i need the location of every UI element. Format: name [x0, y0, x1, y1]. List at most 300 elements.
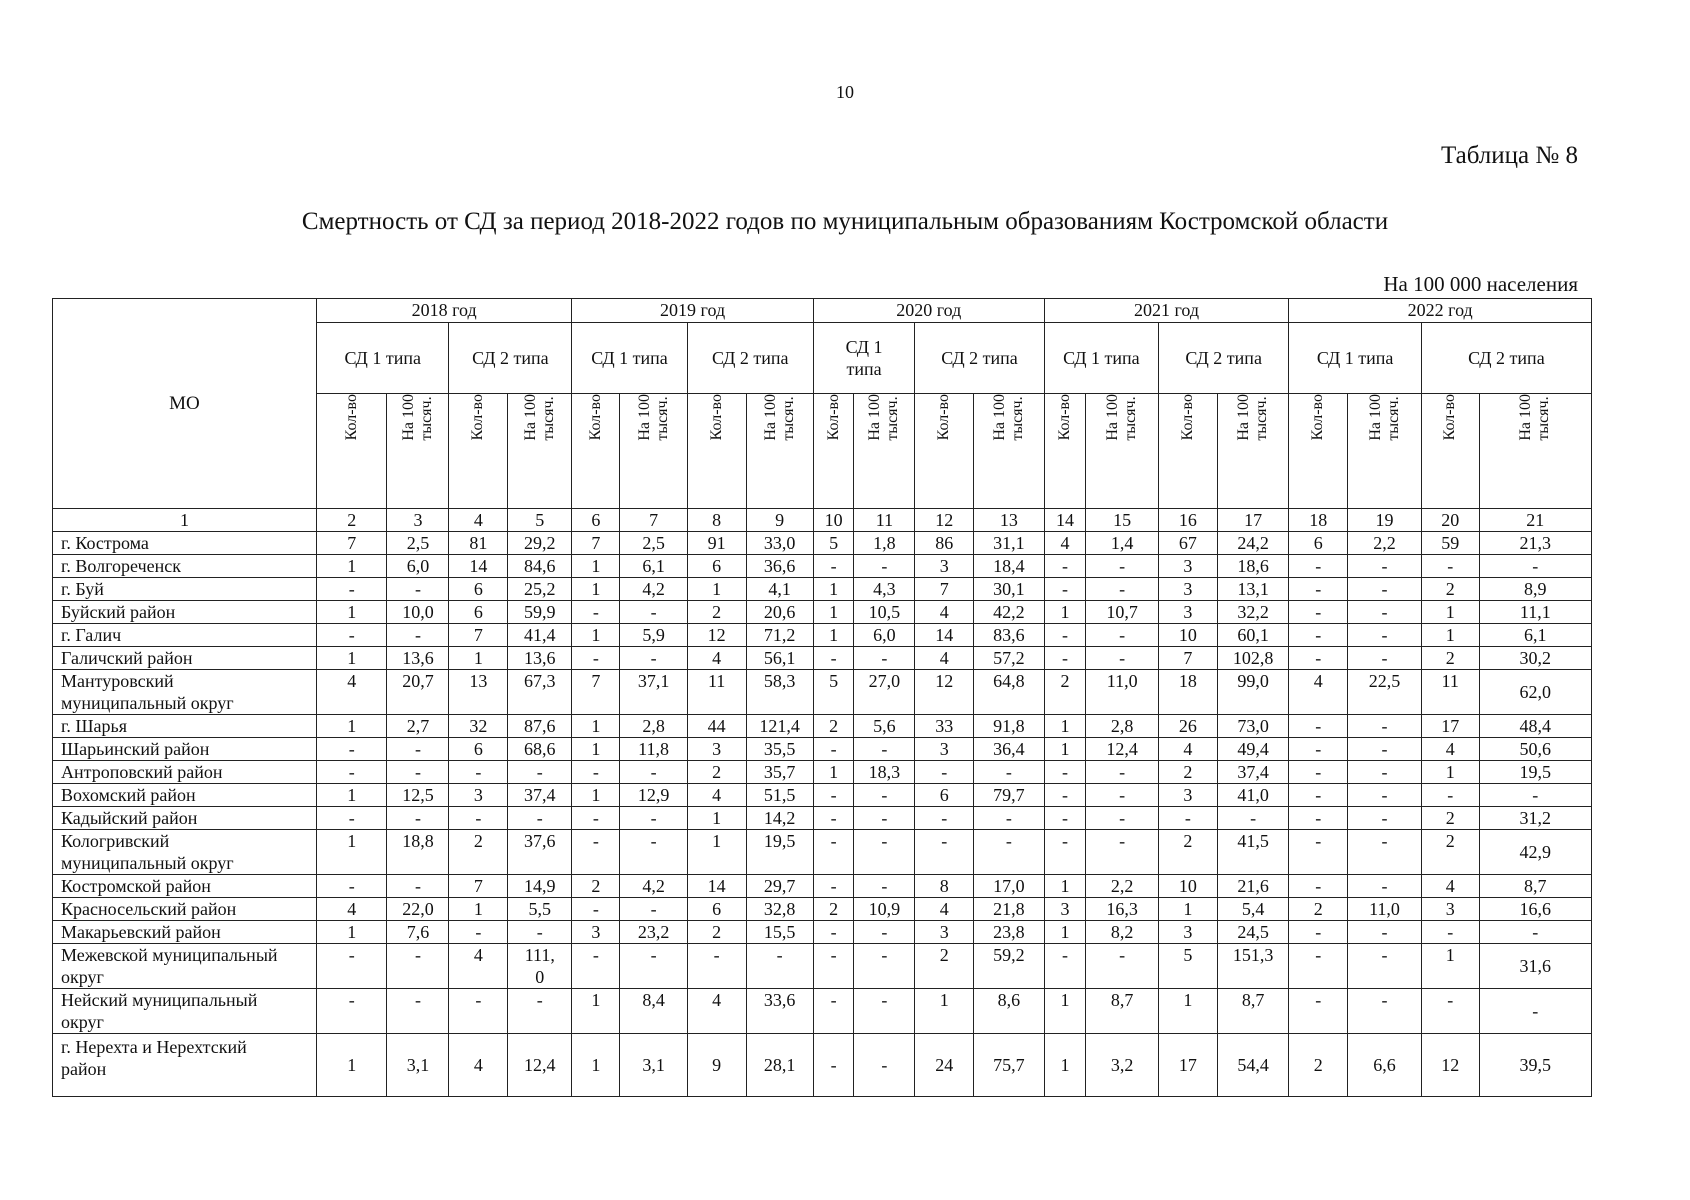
- rate-cell: 2,8: [620, 715, 687, 738]
- rate-cell: 29,2: [508, 532, 572, 555]
- count-cell: 3: [1159, 601, 1218, 624]
- count-cell: 1: [572, 1034, 620, 1097]
- count-cell: -: [1289, 578, 1348, 601]
- count-cell: -: [813, 830, 854, 875]
- rate-cell: -: [854, 738, 915, 761]
- count-header: [813, 394, 854, 509]
- table-row: [53, 532, 1592, 555]
- count-cell: -: [1289, 921, 1348, 944]
- count-cell: 13: [449, 670, 508, 715]
- count-cell: 6: [1289, 532, 1348, 555]
- count-cell: 10: [1159, 624, 1218, 647]
- count-cell: -: [1289, 807, 1348, 830]
- rate-cell: -: [1086, 784, 1159, 807]
- column-number: 5: [508, 509, 572, 532]
- count-cell: -: [572, 898, 620, 921]
- rate-cell: 67,3: [508, 670, 572, 715]
- count-cell: -: [449, 761, 508, 784]
- rate-cell: 12,4: [1086, 738, 1159, 761]
- rate-cell: -: [854, 944, 915, 989]
- rate-cell: 10,5: [854, 601, 915, 624]
- count-cell: 4: [316, 898, 387, 921]
- count-cell: -: [1289, 624, 1348, 647]
- rate-cell: 41,0: [1217, 784, 1289, 807]
- rate-cell: 121,4: [746, 715, 813, 738]
- count-cell: 67: [1159, 532, 1218, 555]
- rate-cell: 32,8: [746, 898, 813, 921]
- count-cell: 4: [449, 944, 508, 989]
- table-row: [53, 989, 1592, 1034]
- rate-cell: 2,8: [1086, 715, 1159, 738]
- rate-cell: 22,5: [1348, 670, 1422, 715]
- rate-cell: -: [854, 921, 915, 944]
- count-cell: 3: [1421, 898, 1479, 921]
- rate-cell: -: [387, 875, 449, 898]
- rate-label: На 100 тысяч.: [1104, 394, 1140, 441]
- rate-cell: 10,0: [387, 601, 449, 624]
- count-cell: -: [813, 1034, 854, 1097]
- count-cell: 33: [915, 715, 974, 738]
- rate-cell: -: [620, 898, 687, 921]
- rate-cell: -: [854, 647, 915, 670]
- column-number: 17: [1217, 509, 1289, 532]
- count-cell: -: [1044, 807, 1086, 830]
- mo-name: г. Нерехта и Нерехтский район: [53, 1034, 317, 1097]
- count-cell: 3: [687, 738, 746, 761]
- count-cell: -: [1159, 807, 1218, 830]
- count-cell: -: [813, 647, 854, 670]
- count-label: Кол-во: [935, 394, 953, 441]
- count-cell: 4: [687, 784, 746, 807]
- rate-cell: 30,1: [974, 578, 1045, 601]
- column-number: 16: [1159, 509, 1218, 532]
- count-cell: 1: [915, 989, 974, 1034]
- column-number: 19: [1348, 509, 1422, 532]
- count-cell: 2: [1421, 578, 1479, 601]
- count-cell: 14: [687, 875, 746, 898]
- count-header: [1044, 394, 1086, 509]
- count-cell: 3: [1044, 898, 1086, 921]
- rate-cell: -: [854, 830, 915, 875]
- count-cell: 5: [813, 670, 854, 715]
- rate-cell: 28,1: [746, 1034, 813, 1097]
- document-title: Смертность от СД за период 2018-2022 годов по муниципальным образованиям Костромской области: [301, 208, 1389, 235]
- diabetes-type-header: СД 1 типа: [572, 323, 687, 394]
- rate-cell: 14,2: [746, 807, 813, 830]
- rate-header: [746, 394, 813, 509]
- rate-cell: 6,1: [1479, 624, 1591, 647]
- rate-cell: -: [974, 830, 1045, 875]
- mo-name: Нейский муниципальный округ: [53, 989, 317, 1034]
- rate-cell: -: [387, 761, 449, 784]
- rate-label: На 100 тысяч.: [1235, 394, 1271, 441]
- mo-name: Антроповский район: [53, 761, 317, 784]
- count-label: Кол-во: [824, 394, 842, 441]
- count-cell: 1: [1421, 944, 1479, 989]
- count-cell: -: [572, 807, 620, 830]
- column-number: 21: [1479, 509, 1591, 532]
- count-cell: 4: [1421, 738, 1479, 761]
- diabetes-type-header: СД 2 типа: [687, 323, 813, 394]
- count-cell: 2: [1289, 1034, 1348, 1097]
- count-cell: 3: [1159, 784, 1218, 807]
- count-cell: -: [915, 830, 974, 875]
- count-cell: 4: [1289, 670, 1348, 715]
- count-cell: 4: [687, 989, 746, 1034]
- count-cell: 1: [1421, 761, 1479, 784]
- year-header: 2022 год: [1289, 299, 1592, 323]
- mo-name: Красносельский район: [53, 898, 317, 921]
- count-label: Кол-во: [469, 394, 487, 441]
- count-cell: 2: [1159, 830, 1218, 875]
- rate-cell: 1,8: [854, 532, 915, 555]
- rate-header: [854, 394, 915, 509]
- rate-cell: 13,1: [1217, 578, 1289, 601]
- count-cell: -: [1044, 761, 1086, 784]
- count-cell: 7: [1159, 647, 1218, 670]
- count-label: Кол-во: [342, 394, 360, 441]
- rate-cell: 5,4: [1217, 898, 1289, 921]
- column-number: 2: [316, 509, 387, 532]
- count-cell: 5: [1159, 944, 1218, 989]
- diabetes-type-header: СД 2 типа: [1159, 323, 1289, 394]
- count-cell: -: [572, 830, 620, 875]
- rate-label: На 100 тысяч.: [1366, 394, 1402, 441]
- rate-cell: 58,3: [746, 670, 813, 715]
- rate-cell: 39,5: [1479, 1034, 1591, 1097]
- table-row: [53, 761, 1592, 784]
- rate-cell: -: [387, 578, 449, 601]
- rate-cell: 31,6: [1479, 944, 1591, 989]
- rate-cell: -: [1086, 555, 1159, 578]
- count-cell: -: [449, 807, 508, 830]
- count-cell: -: [572, 944, 620, 989]
- rate-cell: 49,4: [1217, 738, 1289, 761]
- rate-cell: -: [620, 647, 687, 670]
- rate-cell: 19,5: [1479, 761, 1591, 784]
- count-header: [449, 394, 508, 509]
- rate-cell: -: [620, 601, 687, 624]
- rate-cell: 5,5: [508, 898, 572, 921]
- rate-cell: -: [1348, 624, 1422, 647]
- rate-cell: 8,7: [1086, 989, 1159, 1034]
- rate-cell: -: [1348, 601, 1422, 624]
- year-header: 2018 год: [316, 299, 571, 323]
- count-cell: 2: [1159, 761, 1218, 784]
- mo-name: Мантуровский муниципальный округ: [53, 670, 317, 715]
- count-cell: -: [1044, 830, 1086, 875]
- rate-cell: 33,0: [746, 532, 813, 555]
- count-cell: -: [813, 875, 854, 898]
- count-cell: 1: [1421, 601, 1479, 624]
- rate-cell: -: [1348, 555, 1422, 578]
- count-cell: -: [316, 989, 387, 1034]
- rate-cell: 6,0: [854, 624, 915, 647]
- rate-cell: -: [1348, 875, 1422, 898]
- mo-name: Кадыйский район: [53, 807, 317, 830]
- rate-cell: 20,6: [746, 601, 813, 624]
- rate-cell: -: [1086, 944, 1159, 989]
- rate-cell: 8,6: [974, 989, 1045, 1034]
- count-cell: 1: [316, 715, 387, 738]
- diabetes-type-header: СД 1 типа: [813, 323, 915, 394]
- count-cell: 1: [316, 784, 387, 807]
- rate-cell: -: [746, 944, 813, 989]
- count-cell: 1: [1159, 989, 1218, 1034]
- count-cell: -: [1289, 830, 1348, 875]
- rate-header: [974, 394, 1045, 509]
- rate-cell: 7,6: [387, 921, 449, 944]
- rate-cell: 8,9: [1479, 578, 1591, 601]
- column-number-row: [53, 509, 1592, 532]
- count-cell: 4: [449, 1034, 508, 1097]
- rate-cell: 32,2: [1217, 601, 1289, 624]
- rate-cell: 35,7: [746, 761, 813, 784]
- count-label: Кол-во: [1178, 394, 1196, 441]
- diabetes-type-header: СД 1 типа: [1044, 323, 1158, 394]
- table-row: [53, 1034, 1592, 1097]
- rate-cell: 18,3: [854, 761, 915, 784]
- count-cell: 2: [813, 715, 854, 738]
- mo-name: Шарьинский район: [53, 738, 317, 761]
- count-cell: -: [316, 624, 387, 647]
- rate-cell: -: [620, 944, 687, 989]
- count-cell: 1: [813, 761, 854, 784]
- count-cell: -: [813, 807, 854, 830]
- rate-cell: 30,2: [1479, 647, 1591, 670]
- mo-name: Вохомский район: [53, 784, 317, 807]
- rate-cell: 41,4: [508, 624, 572, 647]
- rate-cell: 11,0: [1348, 898, 1422, 921]
- count-cell: 12: [1421, 1034, 1479, 1097]
- rate-header: [1348, 394, 1422, 509]
- column-number: 9: [746, 509, 813, 532]
- rate-cell: 4,3: [854, 578, 915, 601]
- count-cell: 1: [572, 784, 620, 807]
- count-cell: 44: [687, 715, 746, 738]
- rate-cell: 25,2: [508, 578, 572, 601]
- rate-cell: 59,2: [974, 944, 1045, 989]
- count-cell: -: [316, 761, 387, 784]
- count-cell: -: [316, 578, 387, 601]
- count-cell: 1: [1044, 921, 1086, 944]
- mo-name: Макарьевский район: [53, 921, 317, 944]
- rate-cell: -: [974, 807, 1045, 830]
- rate-cell: -: [508, 989, 572, 1034]
- count-cell: 1: [1044, 715, 1086, 738]
- rate-cell: 42,2: [974, 601, 1045, 624]
- rate-cell: -: [1086, 761, 1159, 784]
- column-number: 3: [387, 509, 449, 532]
- rate-label: На 100 тысяч.: [990, 394, 1026, 441]
- count-cell: 1: [1044, 601, 1086, 624]
- count-cell: -: [1421, 989, 1479, 1034]
- rate-cell: 62,0: [1479, 670, 1591, 715]
- count-cell: 18: [1159, 670, 1218, 715]
- count-cell: 17: [1159, 1034, 1218, 1097]
- rate-cell: 18,4: [974, 555, 1045, 578]
- rate-cell: -: [508, 921, 572, 944]
- table-number: Таблица № 8: [1440, 142, 1578, 169]
- column-number: 10: [813, 509, 854, 532]
- count-cell: 86: [915, 532, 974, 555]
- count-cell: 1: [572, 738, 620, 761]
- column-number: 11: [854, 509, 915, 532]
- column-number: 20: [1421, 509, 1479, 532]
- rate-cell: -: [1479, 921, 1591, 944]
- rate-label: На 100 тысяч.: [399, 394, 435, 441]
- rate-cell: 24,5: [1217, 921, 1289, 944]
- rate-cell: 37,1: [620, 670, 687, 715]
- rate-cell: 57,2: [974, 647, 1045, 670]
- rate-header: [508, 394, 572, 509]
- rate-header: [1086, 394, 1159, 509]
- rate-cell: 21,8: [974, 898, 1045, 921]
- count-cell: 26: [1159, 715, 1218, 738]
- count-cell: -: [915, 761, 974, 784]
- count-cell: 1: [316, 647, 387, 670]
- count-header: [316, 394, 387, 509]
- rate-cell: -: [974, 761, 1045, 784]
- count-header: [915, 394, 974, 509]
- page-number: 10: [836, 82, 854, 102]
- rate-cell: -: [387, 624, 449, 647]
- rate-header: [1217, 394, 1289, 509]
- column-number: 18: [1289, 509, 1348, 532]
- rate-cell: -: [1348, 921, 1422, 944]
- count-cell: 4: [1044, 532, 1086, 555]
- count-cell: 1: [572, 555, 620, 578]
- column-number: 7: [620, 509, 687, 532]
- count-cell: 7: [572, 532, 620, 555]
- table-row: [53, 601, 1592, 624]
- count-cell: 91: [687, 532, 746, 555]
- column-number: 6: [572, 509, 620, 532]
- count-cell: 3: [1159, 578, 1218, 601]
- count-cell: 1: [813, 601, 854, 624]
- count-cell: 3: [449, 784, 508, 807]
- count-label: Кол-во: [1441, 394, 1459, 441]
- rate-cell: 14,9: [508, 875, 572, 898]
- rate-cell: -: [854, 555, 915, 578]
- rate-cell: -: [1348, 761, 1422, 784]
- rate-cell: 12,5: [387, 784, 449, 807]
- count-cell: 4: [915, 601, 974, 624]
- count-cell: 1: [1159, 898, 1218, 921]
- table-row: [53, 875, 1592, 898]
- count-cell: 6: [687, 555, 746, 578]
- count-cell: -: [1044, 944, 1086, 989]
- mo-name: г. Шарья: [53, 715, 317, 738]
- count-cell: 2: [687, 601, 746, 624]
- count-cell: 3: [1159, 555, 1218, 578]
- count-cell: 12: [687, 624, 746, 647]
- rate-cell: 6,0: [387, 555, 449, 578]
- count-cell: -: [1289, 555, 1348, 578]
- mo-name: г. Буй: [53, 578, 317, 601]
- mo-name: Костромской район: [53, 875, 317, 898]
- rate-cell: -: [387, 944, 449, 989]
- count-cell: -: [1421, 555, 1479, 578]
- count-cell: -: [572, 761, 620, 784]
- rate-cell: 16,6: [1479, 898, 1591, 921]
- rate-cell: 83,6: [974, 624, 1045, 647]
- rate-cell: -: [1086, 578, 1159, 601]
- rate-cell: 18,8: [387, 830, 449, 875]
- count-cell: 4: [1159, 738, 1218, 761]
- mo-name: Кологривский муниципальный округ: [53, 830, 317, 875]
- count-cell: 14: [449, 555, 508, 578]
- count-cell: -: [1044, 578, 1086, 601]
- rate-cell: 22,0: [387, 898, 449, 921]
- count-cell: 6: [449, 738, 508, 761]
- rate-cell: -: [1348, 989, 1422, 1034]
- count-cell: 5: [813, 532, 854, 555]
- count-cell: -: [813, 944, 854, 989]
- count-cell: -: [316, 807, 387, 830]
- rate-cell: -: [1217, 807, 1289, 830]
- count-cell: -: [316, 875, 387, 898]
- count-cell: 1: [687, 830, 746, 875]
- table-row: [53, 830, 1592, 875]
- count-header: [687, 394, 746, 509]
- count-cell: 12: [915, 670, 974, 715]
- count-cell: 2: [687, 761, 746, 784]
- diabetes-type-header: СД 2 типа: [915, 323, 1044, 394]
- rate-cell: 41,5: [1217, 830, 1289, 875]
- rate-cell: 2,7: [387, 715, 449, 738]
- count-cell: 3: [572, 921, 620, 944]
- count-cell: -: [813, 555, 854, 578]
- count-cell: -: [813, 784, 854, 807]
- count-cell: -: [1289, 784, 1348, 807]
- count-cell: 32: [449, 715, 508, 738]
- rate-cell: 42,9: [1479, 830, 1591, 875]
- rate-cell: -: [1348, 715, 1422, 738]
- count-cell: 1: [449, 898, 508, 921]
- count-cell: -: [1421, 921, 1479, 944]
- count-cell: 1: [449, 647, 508, 670]
- count-cell: 17: [1421, 715, 1479, 738]
- diabetes-type-header: СД 1 типа: [1289, 323, 1422, 394]
- mortality-table: [52, 298, 1592, 1097]
- count-cell: -: [316, 944, 387, 989]
- table-row: [53, 578, 1592, 601]
- rate-cell: -: [854, 784, 915, 807]
- count-cell: 1: [316, 601, 387, 624]
- rate-cell: 17,0: [974, 875, 1045, 898]
- rate-cell: 11,8: [620, 738, 687, 761]
- count-label: Кол-во: [1309, 394, 1327, 441]
- count-cell: 2: [1421, 647, 1479, 670]
- count-cell: 3: [1159, 921, 1218, 944]
- rate-cell: -: [1348, 738, 1422, 761]
- table-row: [53, 898, 1592, 921]
- count-cell: 2: [572, 875, 620, 898]
- count-cell: 6: [915, 784, 974, 807]
- count-cell: 1: [572, 624, 620, 647]
- count-cell: 2: [1421, 830, 1479, 875]
- count-cell: 1: [572, 715, 620, 738]
- count-header: [1421, 394, 1479, 509]
- rate-cell: 2,5: [387, 532, 449, 555]
- table-row: [53, 555, 1592, 578]
- mo-name: г. Волгореченск: [53, 555, 317, 578]
- count-cell: 1: [813, 578, 854, 601]
- rate-cell: 24,2: [1217, 532, 1289, 555]
- rate-cell: 19,5: [746, 830, 813, 875]
- count-cell: -: [1289, 875, 1348, 898]
